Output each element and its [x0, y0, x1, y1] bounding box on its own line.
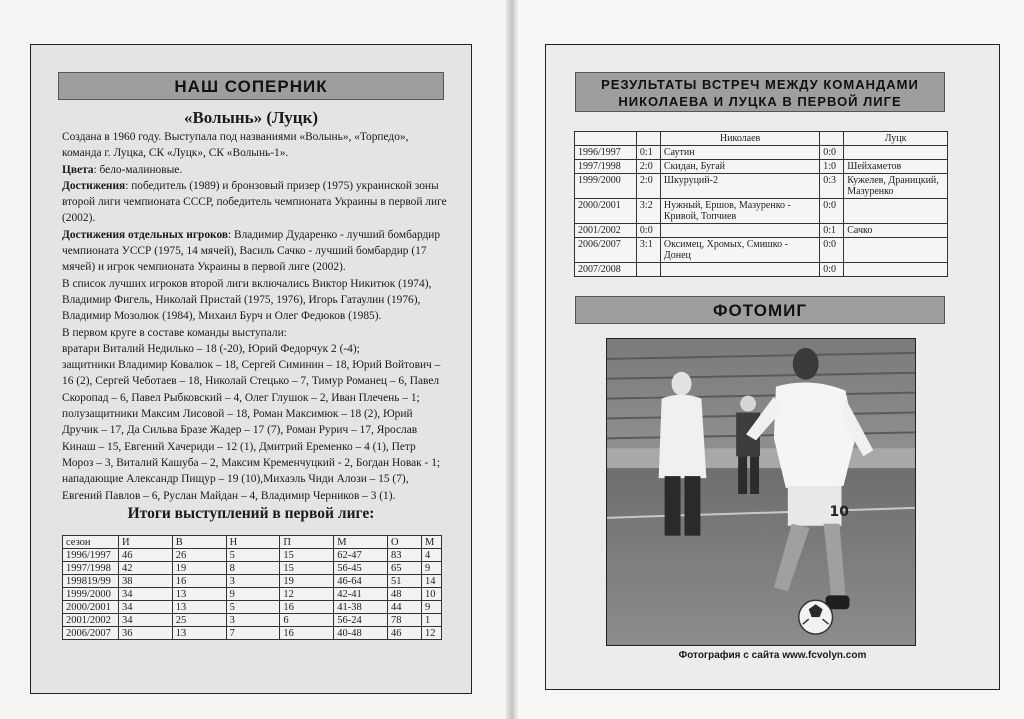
- table-cell: 2001/2002: [575, 224, 637, 238]
- stats-row: [63, 614, 442, 627]
- paragraph-text: вратари Виталий Недилько – 18 (-20), Юрий Федорчук 2 (-4);: [62, 342, 360, 355]
- table-cell: 2007/2008: [575, 263, 637, 277]
- table-cell: 83: [388, 549, 422, 562]
- table-cell: 56-45: [334, 562, 388, 575]
- table-cell: 4: [421, 549, 441, 562]
- table-cell: [660, 263, 819, 277]
- stats-row: [63, 575, 442, 588]
- paragraph-label: Достижения: [62, 179, 126, 192]
- table-cell: 56-24: [334, 614, 388, 627]
- stats-row: [63, 562, 442, 575]
- table-cell: М: [421, 536, 441, 549]
- table-cell: 42-41: [334, 588, 388, 601]
- table-cell: Николаев: [660, 132, 819, 146]
- table-cell: 5: [226, 549, 280, 562]
- match-row: [575, 174, 948, 199]
- table-cell: 41-38: [334, 601, 388, 614]
- table-cell: 2:0: [636, 174, 660, 199]
- table-cell: 78: [388, 614, 422, 627]
- table-cell: 0:0: [820, 263, 844, 277]
- photo-caption: Фотография с сайта www.fcvolyn.com: [678, 650, 867, 661]
- table-cell: Скидан, Бугай: [660, 160, 819, 174]
- table-cell: В: [172, 536, 226, 549]
- table-cell: 1996/1997: [575, 146, 637, 160]
- table-cell: 36: [118, 627, 172, 640]
- description-paragraph: [62, 341, 448, 357]
- table-cell: Сачко: [844, 224, 948, 238]
- table-cell: 2006/2007: [63, 627, 119, 640]
- photo-banner: ФОТОМИГ: [575, 296, 945, 324]
- table-cell: [844, 146, 948, 160]
- table-cell: 1999/2000: [575, 174, 637, 199]
- table-cell: 8: [226, 562, 280, 575]
- match-row: [575, 263, 948, 277]
- table-cell: 0:3: [820, 174, 844, 199]
- table-cell: 3:2: [636, 199, 660, 224]
- table-cell: 19: [172, 562, 226, 575]
- table-cell: 0:1: [636, 146, 660, 160]
- table-cell: 0:0: [636, 224, 660, 238]
- stats-title: Итоги выступлений в первой лиге:: [127, 505, 375, 522]
- table-cell: 48: [388, 588, 422, 601]
- football-photo-image: [607, 339, 915, 645]
- table-cell: 65: [388, 562, 422, 575]
- table-cell: 46: [388, 627, 422, 640]
- results-banner: [575, 72, 945, 112]
- description-paragraph: [62, 357, 448, 406]
- table-cell: 1999/2000: [63, 588, 119, 601]
- table-cell: 2006/2007: [575, 238, 637, 263]
- table-cell: 42: [118, 562, 172, 575]
- table-cell: 62-47: [334, 549, 388, 562]
- paragraph-text: полузащитники Максим Лисовой – 18, Роман Максимюк – 18 (2), Юрий Дручик – 17, Да Сильва Бразе Жадер – 17 (7), Роман Рурич – 17, Ярослав Кинаш – 15, Евгений Хачериди – 12 (1), Дмитрий Еременко – 4 (1), Петр Мороз – 3, Виталий Кашуба – 2, Максим Кременчуцкий - 2, Богдан Новак - 1;: [62, 408, 441, 469]
- table-cell: 1996/1997: [63, 549, 119, 562]
- table-cell: 2000/2001: [575, 199, 637, 224]
- table-cell: 12: [280, 588, 334, 601]
- description-paragraph: [62, 406, 448, 471]
- stats-row: [63, 536, 442, 549]
- description-paragraph: [62, 471, 448, 504]
- table-cell: 14: [421, 575, 441, 588]
- results-banner-line2: НИКОЛАЕВА И ЛУЦКА В ПЕРВОЙ ЛИГЕ: [618, 94, 902, 109]
- table-cell: 0:0: [820, 199, 844, 224]
- table-cell: [636, 132, 660, 146]
- table-cell: 15: [280, 549, 334, 562]
- table-cell: 1997/1998: [63, 562, 119, 575]
- table-cell: [844, 199, 948, 224]
- stats-row: [63, 549, 442, 562]
- season-stats-table: [62, 535, 442, 640]
- table-cell: 40-48: [334, 627, 388, 640]
- table-cell: 3: [226, 575, 280, 588]
- table-cell: 16: [280, 601, 334, 614]
- table-cell: 16: [172, 575, 226, 588]
- match-row: [575, 199, 948, 224]
- table-cell: Нужный, Ершов, Мазуренко - Кривой, Топчиев: [660, 199, 819, 224]
- table-cell: 1:0: [820, 160, 844, 174]
- table-cell: 26: [172, 549, 226, 562]
- table-cell: [844, 238, 948, 263]
- table-cell: 19: [280, 575, 334, 588]
- description-paragraph: [62, 227, 448, 276]
- table-cell: [575, 132, 637, 146]
- table-cell: 9: [421, 601, 441, 614]
- table-cell: П: [280, 536, 334, 549]
- page-spine: [506, 0, 518, 719]
- table-cell: 1997/1998: [575, 160, 637, 174]
- paragraph-text: защитники Владимир Ковалюк – 18, Сергей Симинин – 18, Юрий Войтович – 16 (2), Сергей Чеботаев – 18, Николай Стецько – 7, Тимур Романец – 6, Павел Скоропад – 6, Павел Рыбковский – 4, Олег Глушок – 2, Иван Плечень – 1;: [62, 359, 441, 404]
- table-cell: 46-64: [334, 575, 388, 588]
- paragraph-label: Достижения отдельных игроков: [62, 228, 229, 241]
- paragraph-text: Создана в 1960 году. Выступала под названиями «Волынь», «Торпедо», команда г. Луцка, СК «Луцк», СК «Волынь-1».: [62, 131, 409, 160]
- match-row: [575, 224, 948, 238]
- table-cell: 7: [226, 627, 280, 640]
- table-cell: Луцк: [844, 132, 948, 146]
- table-cell: 9: [421, 562, 441, 575]
- table-cell: [636, 263, 660, 277]
- table-cell: [660, 224, 819, 238]
- table-cell: 9: [226, 588, 280, 601]
- table-cell: 199819/99: [63, 575, 119, 588]
- table-cell: 2000/2001: [63, 601, 119, 614]
- match-row: [575, 238, 948, 263]
- table-cell: 46: [118, 549, 172, 562]
- table-cell: Шкуруций-2: [660, 174, 819, 199]
- table-cell: 1: [421, 614, 441, 627]
- table-cell: 13: [172, 601, 226, 614]
- match-row: [575, 132, 948, 146]
- table-cell: Оксимец, Хромых, Смишко - Донец: [660, 238, 819, 263]
- table-cell: О: [388, 536, 422, 549]
- paragraph-text: : победитель (1989) и бронзовый призер (1975) украинской зоны второй лиги чемпионата СССР, победитель чемпионата Украины в первой лиге (2002).: [62, 179, 447, 225]
- table-cell: Саутин: [660, 146, 819, 160]
- table-cell: 15: [280, 562, 334, 575]
- match-row: [575, 160, 948, 174]
- table-cell: Кужелев, Драницкий, Мазуренко: [844, 174, 948, 199]
- description-paragraph: [62, 129, 448, 162]
- stats-row: [63, 588, 442, 601]
- table-cell: Шейхаметов: [844, 160, 948, 174]
- table-cell: 6: [280, 614, 334, 627]
- table-cell: 38: [118, 575, 172, 588]
- description-paragraph: [62, 325, 448, 341]
- table-cell: 25: [172, 614, 226, 627]
- paragraph-text: В список лучших игроков второй лиги включались Виктор Никитюк (1974), Владимир Фигель, Николай Пристай (1975, 1976), Игорь Гатаулин (1976), Владимир Мозолюк (1984), Михаил Бурч и Олег Федюков (1985).: [62, 277, 432, 323]
- table-cell: 2001/2002: [63, 614, 119, 627]
- table-cell: 34: [118, 601, 172, 614]
- stats-row: [63, 601, 442, 614]
- table-cell: 0:0: [820, 238, 844, 263]
- table-cell: М: [334, 536, 388, 549]
- match-row: [575, 146, 948, 160]
- table-cell: 13: [172, 627, 226, 640]
- paragraph-text: В первом круге в составе команды выступали:: [62, 326, 287, 339]
- team-title: «Волынь» (Луцк): [183, 108, 319, 127]
- table-cell: 3:1: [636, 238, 660, 263]
- table-cell: 34: [118, 588, 172, 601]
- description-paragraph: [62, 162, 448, 178]
- table-cell: 0:1: [820, 224, 844, 238]
- jersey-number: 10: [829, 503, 849, 520]
- table-cell: 5: [226, 601, 280, 614]
- table-cell: 44: [388, 601, 422, 614]
- table-cell: сезон: [63, 536, 119, 549]
- description-paragraph: [62, 276, 448, 325]
- table-cell: И: [118, 536, 172, 549]
- table-cell: 51: [388, 575, 422, 588]
- table-cell: 13: [172, 588, 226, 601]
- table-cell: 12: [421, 627, 441, 640]
- table-cell: 34: [118, 614, 172, 627]
- opponent-banner: НАШ СОПЕРНИК: [58, 72, 444, 100]
- football-photo: [606, 338, 916, 646]
- table-cell: 16: [280, 627, 334, 640]
- paragraph-label: Цвета: [62, 163, 94, 176]
- paragraph-text: : Владимир Дударенко - лучший бомбардир чемпионата УССР (1975, 14 мячей), Василь Сачко - лучший бомбардир (17 мячей) и игрок чемпионата Украины в первой лиге (2002).: [62, 228, 441, 274]
- paragraph-text: : бело-малиновые.: [93, 163, 183, 176]
- paragraph-text: нападающие Александр Пищур – 19 (10),Михаэль Чиди Алози – 15 (7), Евгений Павлов – 6, Руслан Майдан – 4, Владимир Черников – 3 (1).: [62, 473, 409, 502]
- results-banner-line1: РЕЗУЛЬТАТЫ ВСТРЕЧ МЕЖДУ КОМАНДАМИ: [601, 77, 919, 92]
- table-cell: 2:0: [636, 160, 660, 174]
- football-ball: [799, 600, 833, 634]
- description-paragraph: [62, 178, 448, 227]
- table-cell: [820, 132, 844, 146]
- table-cell: 0:0: [820, 146, 844, 160]
- table-cell: 10: [421, 588, 441, 601]
- table-cell: 3: [226, 614, 280, 627]
- head-to-head-table: [574, 131, 948, 277]
- table-cell: [844, 263, 948, 277]
- table-cell: Н: [226, 536, 280, 549]
- team-description: [62, 129, 448, 504]
- stats-row: [63, 627, 442, 640]
